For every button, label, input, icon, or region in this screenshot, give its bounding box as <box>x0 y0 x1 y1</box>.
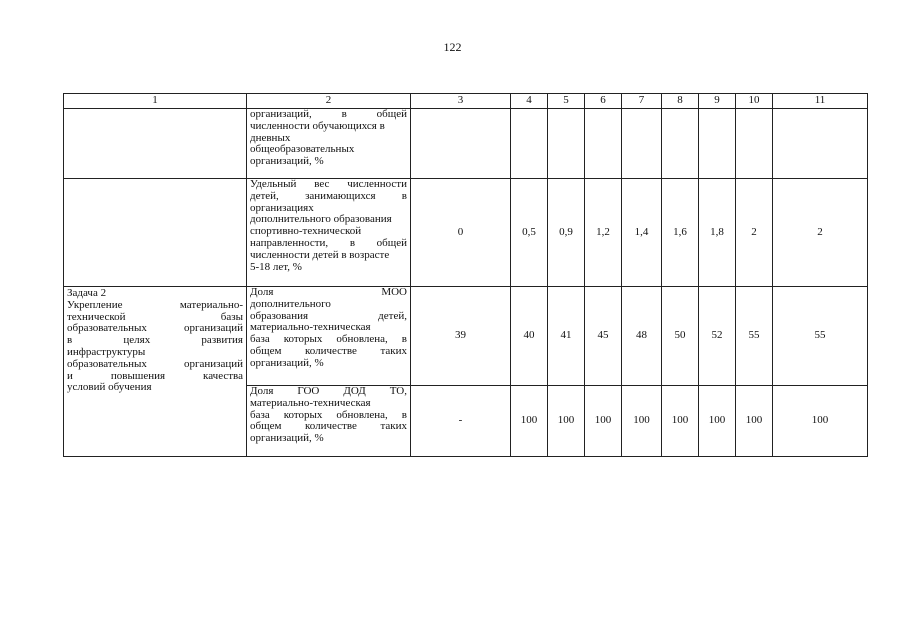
indicator-line: дополнительного образования <box>250 213 392 226</box>
task-line: и повышения качества <box>67 369 243 382</box>
value-cell: 1,6 <box>662 179 699 287</box>
column-header: 9 <box>699 94 736 109</box>
column-header: 3 <box>411 94 511 109</box>
value-cell: 52 <box>699 287 736 386</box>
value-cell: 2 <box>736 179 773 287</box>
value-cell: 100 <box>736 386 773 457</box>
value-cell <box>773 109 868 179</box>
column-header: 7 <box>622 94 662 109</box>
value-cell: 0,5 <box>511 179 548 287</box>
column-header: 4 <box>511 94 548 109</box>
indicators-table <box>63 93 868 457</box>
table-row <box>64 287 868 386</box>
value-cell: 100 <box>585 386 622 457</box>
indicator-line: организаций, % <box>250 155 324 168</box>
indicator-line: Удельный вес численности <box>250 178 407 190</box>
value-cell: 100 <box>773 386 868 457</box>
indicator-cell <box>247 179 411 287</box>
task-line: инфраструктуры <box>67 345 146 358</box>
empty-cell <box>64 179 247 287</box>
value-cell: 0 <box>411 179 511 287</box>
indicator-line: направленности, в общей <box>250 236 407 249</box>
task-line: Задача 2 <box>67 287 107 299</box>
indicator-line: спортивно-технической <box>250 225 362 238</box>
header-row <box>64 94 868 109</box>
empty-cell <box>64 109 247 179</box>
indicator-line: детей, занимающихся в <box>250 189 407 202</box>
task-line: образовательных организаций <box>67 322 243 335</box>
value-cell: 39 <box>411 287 511 386</box>
indicator-line: численности детей в возрасте <box>250 248 390 261</box>
value-cell: 1,4 <box>622 179 662 287</box>
value-cell <box>511 109 548 179</box>
value-cell: 2 <box>773 179 868 287</box>
indicator-line: общем количестве таких <box>250 420 407 433</box>
indicator-line: общеобразовательных <box>250 143 355 156</box>
task-cell <box>64 287 247 457</box>
indicator-line: образования детей, <box>250 309 407 322</box>
task-line: Укрепление материально- <box>67 298 243 311</box>
indicator-line: организациях <box>250 201 314 214</box>
indicator-line: общем количестве таких <box>250 344 407 357</box>
value-cell: 1,8 <box>699 179 736 287</box>
value-cell: 55 <box>736 287 773 386</box>
indicator-cell <box>247 386 411 457</box>
value-cell: 41 <box>548 287 585 386</box>
task-line: в целях развития <box>67 334 243 347</box>
table-row <box>64 109 868 179</box>
value-cell: 45 <box>585 287 622 386</box>
task-line: образовательных организаций <box>67 357 243 370</box>
value-cell: 100 <box>622 386 662 457</box>
indicator-line: база которых обновлена, в <box>250 408 407 421</box>
value-cell: 50 <box>662 287 699 386</box>
indicator-line: организаций, в общей <box>250 108 407 120</box>
indicator-line: организаций, % <box>250 432 324 445</box>
indicator-line: численности обучающихся в <box>250 119 385 132</box>
indicator-line: дневных <box>250 131 291 144</box>
column-header: 10 <box>736 94 773 109</box>
value-cell: 100 <box>548 386 585 457</box>
value-cell <box>548 109 585 179</box>
indicator-line: дополнительного <box>250 297 331 310</box>
indicator-line: Доля ГОО ДОД ТО, <box>250 385 407 397</box>
value-cell: 100 <box>511 386 548 457</box>
task-line: условий обучения <box>67 381 152 394</box>
value-cell <box>622 109 662 179</box>
value-cell <box>736 109 773 179</box>
value-cell: 0,9 <box>548 179 585 287</box>
value-cell: 100 <box>699 386 736 457</box>
value-cell <box>699 109 736 179</box>
value-cell: 48 <box>622 287 662 386</box>
value-cell: 1,2 <box>585 179 622 287</box>
value-cell <box>585 109 622 179</box>
value-cell <box>662 109 699 179</box>
value-cell: 40 <box>511 287 548 386</box>
indicator-line: организаций, % <box>250 356 324 369</box>
column-header: 11 <box>773 94 868 109</box>
indicator-cell <box>247 287 411 386</box>
task-line: технической базы <box>67 310 243 323</box>
value-cell: 55 <box>773 287 868 386</box>
indicator-line: материально-техническая <box>250 321 371 334</box>
value-cell <box>411 109 511 179</box>
page-number: 122 <box>443 40 462 54</box>
column-header: 8 <box>662 94 699 109</box>
value-cell: 100 <box>662 386 699 457</box>
column-header: 5 <box>548 94 585 109</box>
indicator-cell <box>247 109 411 179</box>
value-cell: - <box>411 386 511 457</box>
column-header: 2 <box>247 94 411 109</box>
table-row <box>64 179 868 287</box>
column-header: 1 <box>64 94 247 109</box>
indicator-line: Доля МОО <box>250 286 407 298</box>
indicator-line: база которых обновлена, в <box>250 333 407 346</box>
indicator-line: 5-18 лет, % <box>250 260 302 273</box>
column-header: 6 <box>585 94 622 109</box>
indicator-line: материально-техническая <box>250 396 371 409</box>
